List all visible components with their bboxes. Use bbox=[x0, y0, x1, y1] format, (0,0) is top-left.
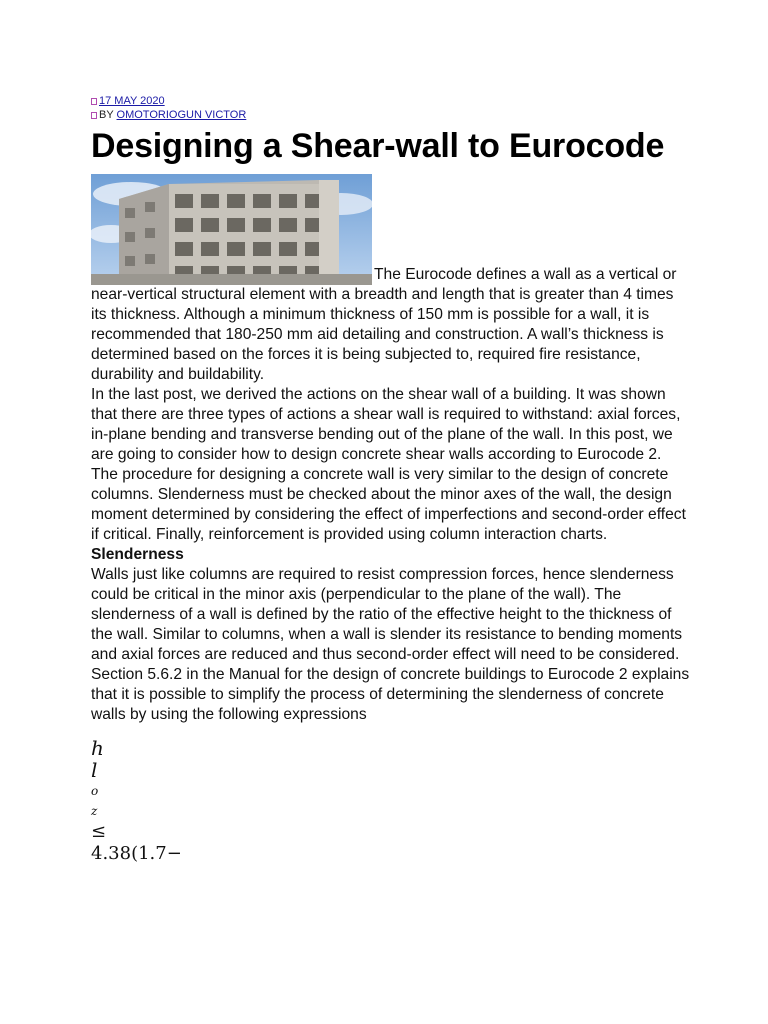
eq-subscript-o: o bbox=[91, 784, 99, 798]
paragraph-2: In the last post, we derived the actions on the shear wall of a building. It was shown that there are three types of actions a shear wall is required to withstand: axial forces, in-plane bending and transverse bending out of the plane of the wall. In this post, we are going to consider how to design concrete shear walls according to Eurocode 2. bbox=[91, 386, 681, 463]
post-date-link[interactable]: 17 MAY 2020 bbox=[99, 95, 165, 107]
intro-text: The Eurocode defines a wall as a vertical or near-vertical structural element with a breadth and length that is greater than 4 times its thickness. Although a minimum thickness of 150 mm is possible for a wall, it is recommended that 180-250 mm aid detailing and construction. A wall’s thickness is determined based on the forces it is being subjected to, required fire resistance, durability and buildability. bbox=[91, 266, 677, 383]
author-link[interactable]: OMOTORIOGUN VICTOR bbox=[116, 109, 247, 121]
post-meta bbox=[91, 94, 691, 122]
user-icon bbox=[91, 112, 97, 119]
article-title: Designing a Shear-wall to Eurocode bbox=[91, 127, 665, 165]
eq-expression: 4.38(1.7− bbox=[91, 843, 182, 864]
article-body bbox=[91, 174, 691, 725]
slenderness-equation bbox=[91, 737, 691, 865]
calendar-icon bbox=[91, 98, 97, 105]
post-date-row bbox=[91, 94, 691, 108]
paragraph-3: The procedure for designing a concrete wall is very similar to the design of concrete columns. Slenderness must be checked about the minor axes of the wall, the design moment determined by considering the effect of imperfections and second-order effect if critical. Finally, reinforcement is provided using column interaction charts. bbox=[91, 466, 686, 543]
intro-paragraph bbox=[91, 174, 691, 385]
section-heading-slenderness: Slenderness bbox=[91, 546, 184, 563]
concrete-building-photo bbox=[91, 174, 372, 285]
article bbox=[91, 94, 691, 865]
eq-less-equal: ≤ bbox=[91, 821, 107, 842]
paragraph-4: Walls just like columns are required to resist compression forces, hence slenderness could be critical in the minor axis (perpendicular to the plane of the wall). The slenderness of a wall is defined by the ratio of the effective height to the thickness of the wall. Similar to columns, when a wall is slender its resistance to bending moments and axial forces are reduced and thus second-order effect will need to be considered. bbox=[91, 566, 683, 663]
by-label: BY bbox=[99, 109, 117, 121]
paragraph-5: Section 5.6.2 in the Manual for the design of concrete buildings to Eurocode 2 explains that it is possible to simplify the process of determining the slenderness of concrete walls by using the following expressions bbox=[91, 666, 690, 723]
eq-symbol-h: h bbox=[91, 736, 104, 760]
post-author-row bbox=[91, 108, 691, 122]
eq-symbol-l: l bbox=[91, 758, 98, 782]
eq-subscript-z: z bbox=[91, 804, 98, 818]
